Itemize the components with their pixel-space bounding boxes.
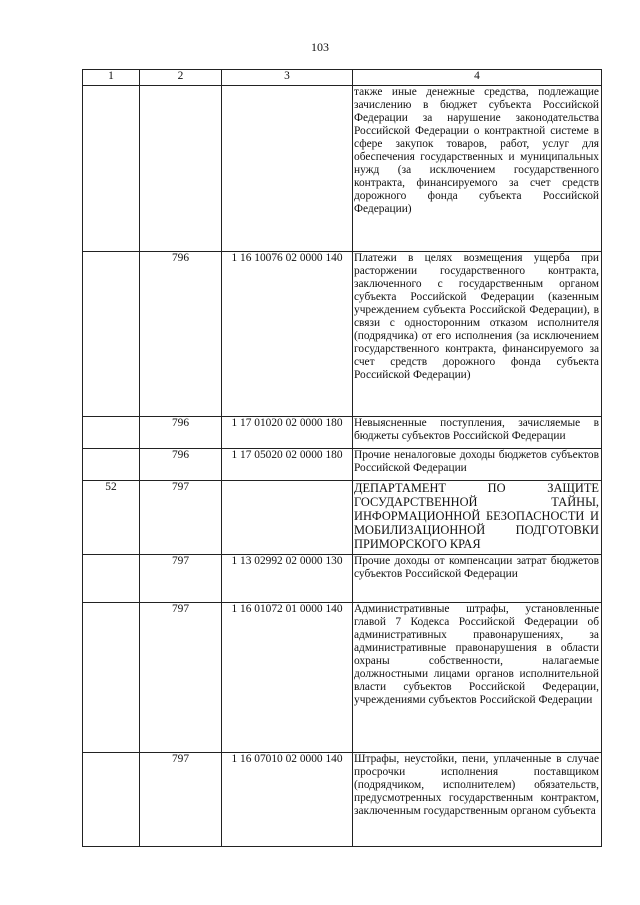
table-row	[83, 417, 602, 449]
row-number-cell	[83, 753, 140, 847]
table-row	[83, 449, 602, 481]
row-number-cell	[83, 555, 140, 603]
column-header: 1	[83, 70, 140, 86]
department-heading-cell: ДЕПАРТАМЕНТ ПО ЗАЩИТЕ ГОСУДАРСТВЕННОЙ ТАЙНЫ, ИНФОРМАЦИОННОЙ БЕЗОПАСНОСТИ И МОБИЛИЗАЦИОННОЙ ПОДГОТОВКИ ПРИМОРСКОГО КРАЯ	[353, 481, 602, 555]
description-cell: Платежи в целях возмещения ущерба при расторжении государственного контракта, заключенного с государственным органом субъекта Российской Федерации (казенным учреждением субъекта Российской Федерации), в связи с односторонним отказом исполнителя (подрядчика) от его исполнения (за исключением государственного контракта, финансируемого за счет средств дорожного фонда субъекта Российской Федерации)	[353, 252, 602, 417]
budget-code-cell: 1 16 01072 01 0000 140	[222, 603, 353, 753]
budget-code-cell: 1 17 05020 02 0000 180	[222, 449, 353, 481]
budget-code-cell: 1 13 02992 02 0000 130	[222, 555, 353, 603]
table-row	[83, 753, 602, 847]
description-cell: Штрафы, неустойки, пени, уплаченные в случае просрочки исполнения поставщиком (подрядчиком, исполнителем) обязательств, предусмотренных государственным контрактом, заключенным государственным органом субъекта	[353, 753, 602, 847]
table-row	[83, 555, 602, 603]
table-header-row	[83, 70, 602, 86]
budget-code-cell: 1 16 10076 02 0000 140	[222, 252, 353, 417]
administrator-code-cell: 797	[140, 753, 222, 847]
administrator-code-cell: 796	[140, 252, 222, 417]
budget-code-cell	[222, 86, 353, 252]
description-cell: Административные штрафы, установленные главой 7 Кодекса Российской Федерации об административных правонарушениях, за административные правонарушения в области охраны собственности, налагаемые должностными лицами органов исполнительной власти субъектов Российской Федерации, учреждениями субъектов Российской Федерации	[353, 603, 602, 753]
page-number: 103	[311, 40, 329, 54]
table-row	[83, 86, 602, 252]
column-header: 4	[353, 70, 602, 86]
row-number-cell	[83, 603, 140, 753]
description-cell: Невыясненные поступления, зачисляемые в бюджеты субъектов Российской Федерации	[353, 417, 602, 449]
budget-code-cell: 1 17 01020 02 0000 180	[222, 417, 353, 449]
description-cell: также иные денежные средства, подлежащие зачислению в бюджет субъекта Российской Федерации за нарушение законодательства Российской Федерации о контрактной системе в сфере закупок товаров, работ, услуг для обеспечения государственных и муниципальных нужд (за исключением государственного контракта, финансируемого за счет средств дорожного фонда субъекта Российской Федерации)	[353, 86, 602, 252]
budget-code-cell: 1 16 07010 02 0000 140	[222, 753, 353, 847]
revenue-codes-table	[82, 69, 602, 847]
administrator-code-cell: 796	[140, 417, 222, 449]
column-header: 2	[140, 70, 222, 86]
administrator-code-cell: 797	[140, 555, 222, 603]
column-header: 3	[222, 70, 353, 86]
table-row	[83, 481, 602, 555]
description-cell: Прочие доходы от компенсации затрат бюджетов субъектов Российской Федерации	[353, 555, 602, 603]
budget-code-cell	[222, 481, 353, 555]
table-row	[83, 252, 602, 417]
administrator-code-cell: 796	[140, 449, 222, 481]
row-number-cell	[83, 417, 140, 449]
description-cell: Прочие неналоговые доходы бюджетов субъектов Российской Федерации	[353, 449, 602, 481]
administrator-code-cell	[140, 86, 222, 252]
row-number-cell	[83, 86, 140, 252]
administrator-code-cell: 797	[140, 603, 222, 753]
row-number-cell	[83, 252, 140, 417]
table-row	[83, 603, 602, 753]
row-number-cell	[83, 449, 140, 481]
row-number-cell: 52	[83, 481, 140, 555]
administrator-code-cell: 797	[140, 481, 222, 555]
